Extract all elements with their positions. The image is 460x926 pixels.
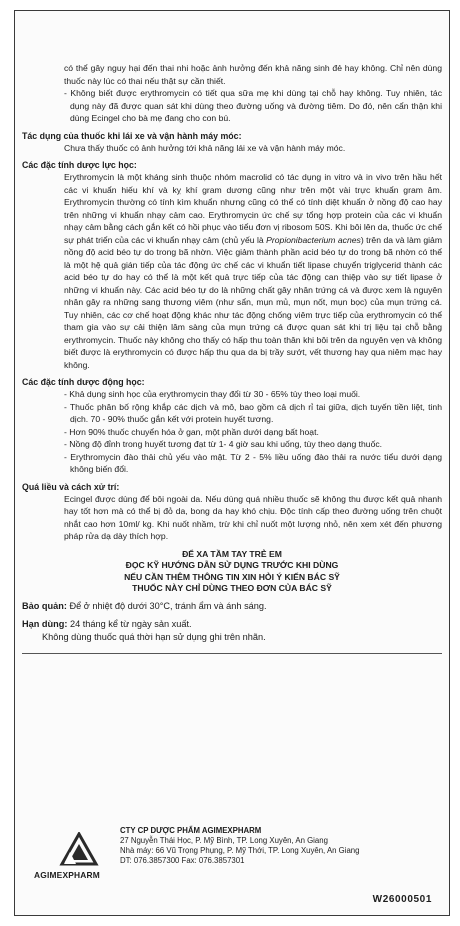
company-address: 27 Nguyễn Thái Học, P. Mỹ Bình, TP. Long Xuyên, An Giang bbox=[120, 836, 328, 845]
pk-bullet: - Khả dụng sinh học của erythromycin thay đổi từ 30 - 65% tùy theo loại muối. bbox=[64, 389, 361, 399]
breastfeeding-bullet: - Không biết được erythromycin có tiết qua sữa mẹ khi dùng tại chỗ hay không. Tuy nhiên, tác dụng này đã được quan sát khi dùng theo đường uống và đường tiêm. Do đó, nên cẩn thận khi dùng Ecingel cho bà mẹ đang cho con bú. bbox=[64, 88, 442, 123]
warning-line: NẾU CẦN THÊM THÔNG TIN XIN HỎI Ý KIẾN BÁC SỸ bbox=[124, 571, 340, 582]
expiry-label: Hạn dùng: bbox=[22, 618, 68, 629]
pharmacodynamics-heading: Các đặc tính dược lực học: bbox=[22, 160, 137, 170]
pharmacodynamics-text bbox=[22, 171, 442, 371]
company-name: CTY CP DƯỢC PHẨM AGIMEXPHARM bbox=[120, 826, 262, 835]
storage-line bbox=[22, 600, 442, 613]
driving-text: Chưa thấy thuốc có ảnh hưởng tới khả năng lái xe và vận hành máy móc. bbox=[64, 142, 346, 153]
storage-text: Để ở nhiệt độ dưới 30°C, tránh ẩm và ánh sáng. bbox=[69, 600, 267, 611]
pk-bullet: - Hơn 90% thuốc chuyển hóa ở gan, một phần dưới dạng bất hoạt. bbox=[64, 426, 319, 437]
warning-line: ĐỂ XA TẦM TAY TRẺ EM bbox=[182, 548, 282, 559]
pregnancy-text: có thể gây nguy hại đến thai nhi hoặc ảnh hưởng đến khả năng sinh đẻ hay không. Chỉ nên dùng thuốc này lúc có thai nếu thật sự cần thiết. bbox=[64, 63, 442, 86]
expiry-line bbox=[22, 618, 442, 631]
driving-heading: Tác dụng của thuốc khi lái xe và vận hành máy móc: bbox=[22, 130, 242, 141]
warning-block bbox=[22, 549, 442, 595]
pk-bullet: - Nồng độ đỉnh trong huyết tương đạt từ 1- 4 giờ sau khi uống, tùy theo dạng thuốc. bbox=[64, 439, 383, 449]
storage-label: Bảo quản: bbox=[22, 600, 67, 611]
overdose-heading: Quá liều và cách xử trí: bbox=[22, 481, 120, 492]
pk-bullet: - Thuốc phân bố rộng khắp các dịch và mô, bao gồm cả dịch rỉ tai giữa, dịch tuyến tiền liệt, tinh dịch. 70 - 90% thuốc gắn kết với protein huyết tương. bbox=[64, 401, 442, 424]
warning-line: ĐỌC KỸ HƯỚNG DẪN SỬ DỤNG TRƯỚC KHI DÙNG bbox=[125, 560, 339, 570]
overdose-text: Ecingel được dùng để bôi ngoài da. Nếu dùng quá nhiều thuốc sẽ không thu được kết quả nhanh hay tốt hơn mà có thể bị đỏ da, bong da hay khó chịu. Độc tính cấp theo đường uống trên chuột nhắt cao hơn 10ml/ kg. Khi nuốt nhầm, trừ khi chỉ nuốt một lượng nhỏ, nên xem xét đến phương pháp rửa dạ dày thích hợp. bbox=[64, 493, 442, 541]
document-code: W26000501 bbox=[372, 894, 432, 905]
footer-divider bbox=[22, 653, 442, 654]
company-factory: Nhà máy: 66 Vũ Trọng Phụng, P. Mỹ Thới, TP. Long Xuyên, An Giang bbox=[120, 846, 360, 855]
expiry-note: Không dùng thuốc quá thời hạn sử dụng ghi trên nhãn. bbox=[42, 631, 266, 642]
company-footer bbox=[34, 826, 440, 896]
agimexpharm-logo-icon bbox=[40, 832, 118, 868]
pharmacokinetics-heading: Các đặc tính dược động học: bbox=[22, 377, 145, 387]
warning-line: THUỐC NÀY CHỈ DÙNG THEO ĐƠN CỦA BÁC SỸ bbox=[132, 583, 332, 593]
pharmacodynamics-species: Propionibacterium acnes bbox=[266, 234, 361, 245]
pharmacodynamics-part-2: ) trên da và làm giảm nồng độ acid béo tự do trong bã nhờn. Việc giảm thành phần acid béo tự do trong bã nhờn có thể là một hệ quả gián tiếp của tác động ức chế các vi khuẩn tiết lipase chuyển triglycerid thành các acid béo tự do hay có thể là một kết quả trực tiếp của tác động can thiệp vào sự tiết lipase ở những vi khuẩn này. Các acid béo tự do là những chất gây nhân trứng cá và được xem là nguyên nhân gây ra những sang thương viêm (như sẩn, mụn mủ, mụn nốt, mụn bọc) của mụn trứng cá. Tuy nhiên, các cơ chế hoạt động khác như tác động chống viêm trực tiếp của erythromycin có thể tham gia vào sự cải thiện lâm sàng của mụn trứng cá được quan sát khi trị liệu tại chỗ bằng erythromycin. Thuốc này không cho thấy có hấp thu toàn thân khi bôi trên da nguyên vẹn và không biết được là erythromycin có được hấp thu qua da bị trầy sướt, vết thương hay qua niêm mạc hay không. bbox=[64, 234, 442, 370]
company-info bbox=[120, 826, 359, 866]
company-phone: DT: 076.3857300 Fax: 076.3857301 bbox=[120, 856, 245, 865]
pharmacodynamics-part-1: Erythromycin là một kháng sinh thuộc nhóm macrolid có tác dụng in vitro và in vivo trên hầu hết các vi khuẩn hiếu khí và kỵ khí gram dương cũng như trên một vài trực khuẩn gram âm. Erythromycin thường có tính kìm khuẩn nhưng cũng có thể có tính diệt khuẩn ở nồng độ cao hay trên những vi khuẩn nhạy cảm cao. Erythromycin ức chế sự tổng hợp protein của các vi khuẩn nhạy cảm bằng cách gắn kết có hồi phục vào tiểu đơn vị ribosom 50S. Khi bôi lên da, thuốc ức chế sự phát triển của các vi khuẩn nhạy cảm (chủ yếu là bbox=[64, 172, 442, 245]
company-brand: AGIMEXPHARM bbox=[34, 870, 100, 880]
leaflet-content bbox=[22, 62, 442, 654]
pk-bullet: - Erythromycin đào thải chủ yếu vào mật. Từ 2 - 5% liều uống đào thải ra nước tiểu dưới dạng không biến đổi. bbox=[64, 451, 442, 474]
expiry-text: 24 tháng kể từ ngày sản xuất. bbox=[69, 618, 192, 629]
